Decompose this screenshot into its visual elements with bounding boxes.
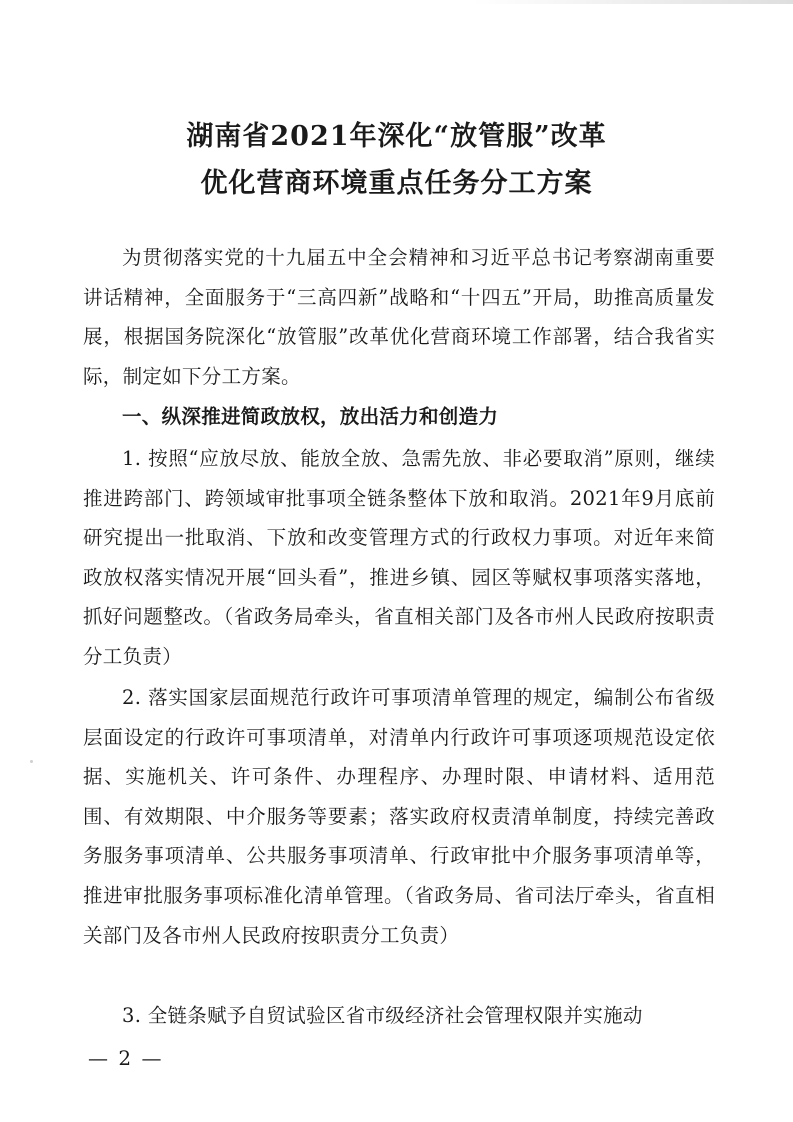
scan-edge-mark (473, 0, 793, 4)
item-1-block (83, 439, 715, 677)
document-title-line-2: 优化营商环境重点任务分工方案 (200, 168, 593, 199)
item-2-paragraph: 2. 落实国家层面规范行政许可事项清单管理的规定，编制公布省级层面设定的行政许可事项清单，对清单内行政许可事项逐项规范设定依据、实施机关、许可条件、办理程序、办理时限、申请材料、适用范围、有效期限、中介服务等要素；落实政府权责清单制度，持续完善政务服务事项清单、公共服务事项清单、行政审批中介服务事项清单等，推进审批服务事项标准化清单管理。（省政务局、省司法厅牵头，省直相关部门及各市州人民政府按职责分工负责） (83, 686, 715, 947)
page-number: — 2 — (88, 1046, 164, 1070)
item-3-paragraph: 3. 全链条赋予自贸试验区省市级经济社会管理权限并实施动 (122, 1004, 643, 1027)
item-2-block (83, 678, 715, 955)
scan-dust-mark (30, 760, 33, 763)
section-1-heading: 一、纵深推进简政放权，放出活力和创造力 (122, 405, 499, 428)
section-heading-block (83, 397, 715, 437)
document-title-line-1: 湖南省2021年深化“放管服”改革 (186, 121, 607, 152)
intro-paragraph: 为贯彻落实党的十九届五中全会精神和习近平总书记考察湖南重要讲话精神，全面服务于“三高四新”战略和“十四五”开局，助推高质量发展，根据国务院深化“放管服”改革优化营商环境工作部署，结合我省实际，制定如下分工方案。 (83, 246, 715, 388)
item-3-block (83, 996, 715, 1036)
item-1-paragraph: 1. 按照“应放尽放、能放全放、急需先放、非必要取消”原则，继续推进跨部门、跨领域审批事项全链条整体下放和取消。2021年9月底前研究提出一批取消、下放和改变管理方式的行政权力事项。对近年来简政放权落实情况开展“回头看”，推进乡镇、园区等赋权事项落实落地，抓好问题整改。（省政务局牵头，省直相关部门及各市州人民政府按职责分工负责） (83, 447, 715, 668)
intro-paragraph-block (83, 238, 715, 396)
